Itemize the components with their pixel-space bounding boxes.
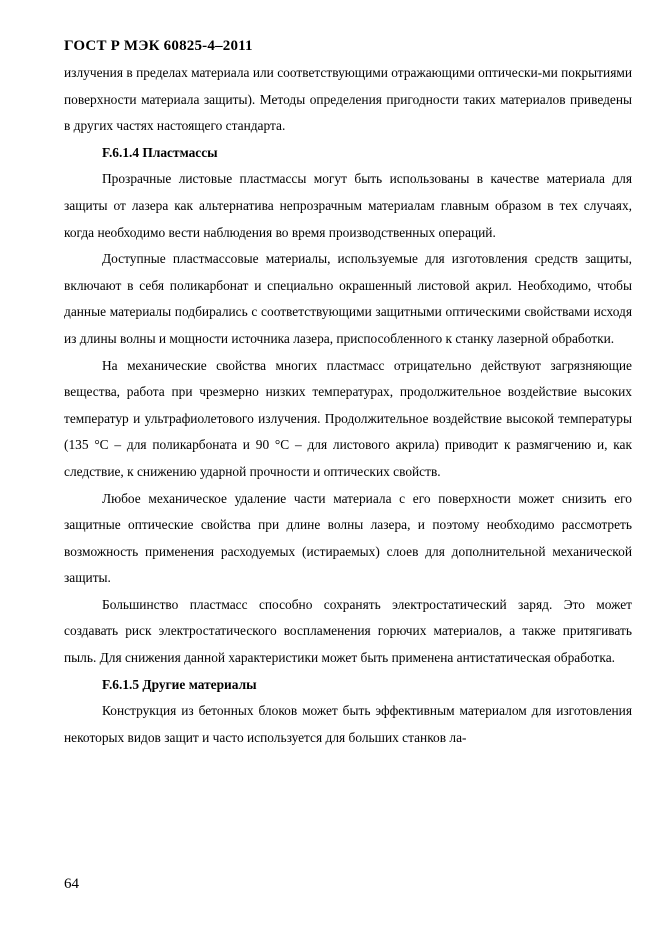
page-number: 64 — [64, 876, 79, 892]
paragraph-mechanical-removal: Любое механическое удаление части материала с его поверхности может снизить его защитные оптические свойства при длине волны лазера, и поэтому необходимо рассмотреть возможность применения расходуемых (истираемых) слоев для дополнительной механической защиты. — [64, 490, 632, 586]
document-header: ГОСТ Р МЭК 60825-4–2011 — [64, 38, 253, 54]
document-body — [64, 60, 632, 751]
section-heading-other-materials: F.6.1.5 Другие материалы — [102, 676, 257, 692]
section-heading-plastics: F.6.1.4 Пластмассы — [102, 144, 218, 160]
paragraph-continued: излучения в пределах материала или соответствующими отражающими оптически-ми покрытиями поверхности материала защиты). Методы определения пригодности таких материалов приведены в других частях настоящего стандарта. — [64, 65, 632, 134]
paragraph-transparent-plastics: Прозрачные листовые пластмассы могут быть использованы в качестве материала для защиты от лазера как альтернатива непрозрачным материалам главным образом в тех случаях, когда необходимо вести наблюдения во время производственных операций. — [64, 171, 632, 240]
paragraph-mechanical-properties: На механические свойства многих пластмасс отрицательно действуют загрязняющие вещества, работа при чрезмерно низких температурах, продолжительное воздействие высоких температур и ультрафиолетового излучения. Продолжительное воздействие высокой температуры (135 °C – для поликарбоната и 90 °C – для листового акрила) приводит к размягчению и, как следствие, к снижению ударной прочности и оптических свойств. — [64, 357, 632, 479]
paragraph-electrostatic: Большинство пластмасс способно сохранять электростатический заряд. Это может создавать риск электростатического воспламенения горючих материалов, а также притягивать пыль. Для снижения данной характеристики может быть применена антистатическая обработка. — [64, 596, 632, 666]
paragraph-concrete-blocks: Конструкция из бетонных блоков может быть эффективным материалом для изготовления некоторых видов защит и часто используется для больших станков ла- — [64, 703, 632, 745]
paragraph-available-materials: Доступные пластмассовые материалы, используемые для изготовления средств защиты, включают в себя поликарбонат и специально окрашенный листовой акрил. Необходимо, чтобы данные материалы подбирались с соответствующими защитными оптическими свойствами исходя из длины волны и мощности источника лазера, приспособленного к станку лазерной обработки. — [64, 251, 632, 346]
